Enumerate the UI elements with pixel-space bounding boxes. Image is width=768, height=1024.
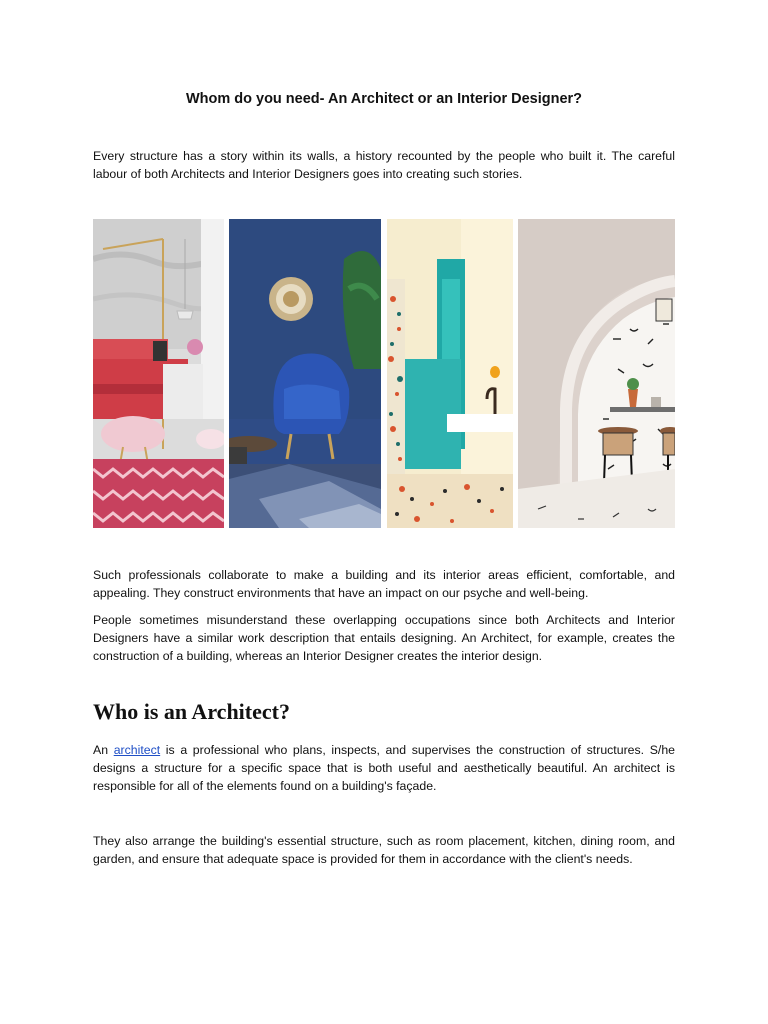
armchair-photo: [229, 219, 381, 528]
bedroom-photo: [93, 219, 224, 528]
architect-heading: Who is an Architect?: [93, 699, 290, 724]
architect-para-prefix: An: [93, 743, 114, 757]
intro-paragraph: Every structure has a story within its walls, a history recounted by the people who built it. The careful labour of both Architects and Interior Designers goes into creating such stories.: [93, 149, 675, 181]
collaborate-paragraph: Such professionals collaborate to make a building and its interior areas efficient, comfortable, and appealing. They construct environments that have an impact on our psyche and well-being.: [93, 568, 675, 600]
document-title: Whom do you need- An Architect or an Interior Designer?: [185, 91, 583, 107]
architect-para-suffix: is a professional who plans, inspects, and supervises the construction of structures. S/he designs a structure for a specific space that is both useful and aesthetically beautiful. An architect is responsible for all of the elements found on a building's façade.: [93, 743, 675, 793]
bathroom-photo: [387, 219, 513, 528]
arch-dining-photo: [518, 219, 675, 528]
architect-link[interactable]: architect: [113, 743, 161, 757]
arrange-paragraph: They also arrange the building's essential structure, such as room placement, kitchen, dining room, and garden, and ensure that adequate space is provided for them in accordance with the client's needs.: [93, 834, 675, 866]
architect-definition-paragraph: [93, 741, 675, 795]
interior-photo-collage: [93, 219, 675, 528]
misunderstand-paragraph: People sometimes misunderstand these overlapping occupations since both Architects and Interior Designers have a similar work description that entails designing. An Architect, for example, creates the construction of a building, whereas an Interior Designer creates the interior design.: [93, 613, 675, 663]
